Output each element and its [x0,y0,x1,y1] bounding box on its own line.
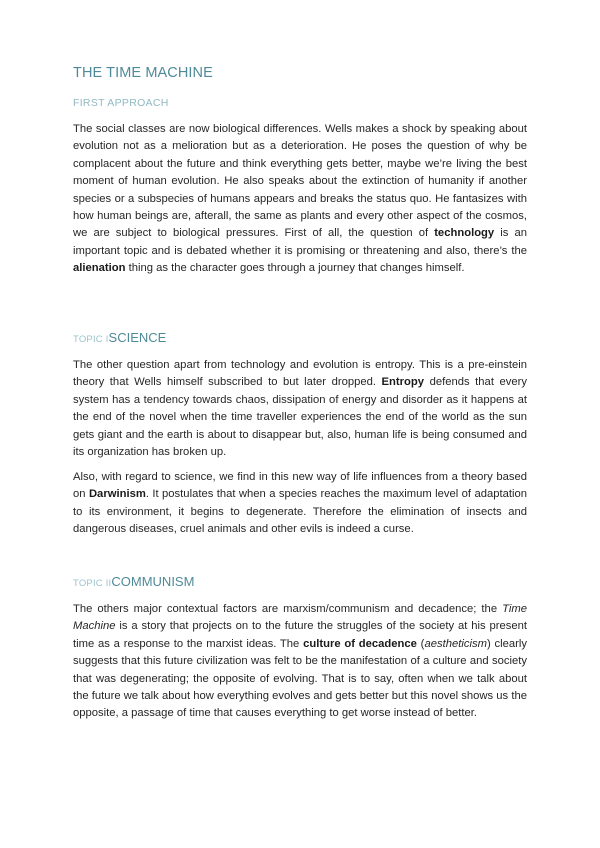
intro-paragraph: The social classes are now biological differences. Wells makes a shock by speaking about evolution not as a melioration but as a deterioration. He poses the question of why be complacent about the future and think everything gets better, maybe we’re living the best moment of human evolution. He also speaks about the extinction of humanity if another species or a subspecies of humans appears and breaks the status quo. He fantasizes with how human beings are, afterall, the same as plants and every other aspect of the cosmos, we are subject to biological pressures. First of all, the question of technology is an important topic and is debated whether it is promising or threatening and also, there’s the alienation thing as the character goes through a journey that changes himself. [73,123,527,275]
emphasis-technology: technology [434,227,495,240]
emphasis-darwinism: Darwinism [88,488,146,501]
document-page [73,0,527,848]
communism-paragraph: The others major contextual factors are marxism/communism and decadence; the Time Machine is a story that projects on to the future the struggles of the society at his present time as a response to the marxist ideas. The culture of decadence (aestheticism) clearly suggests that this future civilization was felt to be the manifestation of a culture and society that was degenerating; the opposite of evolving. That is to say, often when we talk about the future we talk about how everything evolves and gets better but this novel shows us the opposite, a passage of time that causes everything to get worse instead of better. [73,603,527,720]
topic-title: SCIENCE [108,330,167,345]
italic-aestheticism: aestheticism [424,637,487,650]
emphasis-alienation: alienation [73,262,126,275]
science-paragraph-2: Also, with regard to science, we find in this new way of life influences from a theory based on Darwinism. It postulates that when a species reaches the maximum level of adaptation to its environment, it begins to degenerate. Therefore the elimination of insects and dangerous diseases, cruel animals and other evils is indeed a curse. [73,471,528,536]
science-paragraph-1: The other question apart from technology and evolution is entropy. This is a pre-einstein theory that Wells himself subscribed to but later dropped. Entropy defends that every system has a tendency towards chaos, dissipation of energy and disorder as it happens at the end of the novel when the time traveller experiences the end of the world as the sun gets giant and the earth is about to disappear but, also, human life is being consumed and its organization has broken up. [73,359,527,459]
topic-prefix: TOPIC I [73,334,109,345]
emphasis-culture-of-decadence: culture of decadence [303,637,417,650]
document-title: THE TIME MACHINE [73,65,213,81]
document-subtitle: FIRST APPROACH [73,97,169,109]
italic-time-machine: Time Machine [73,603,527,633]
topic-title: COMMUNISM [111,574,195,589]
topic-science-heading [73,330,166,345]
topic-prefix: TOPIC II [73,578,112,589]
topic-communism-heading [73,574,194,589]
emphasis-entropy: Entropy [381,376,425,389]
